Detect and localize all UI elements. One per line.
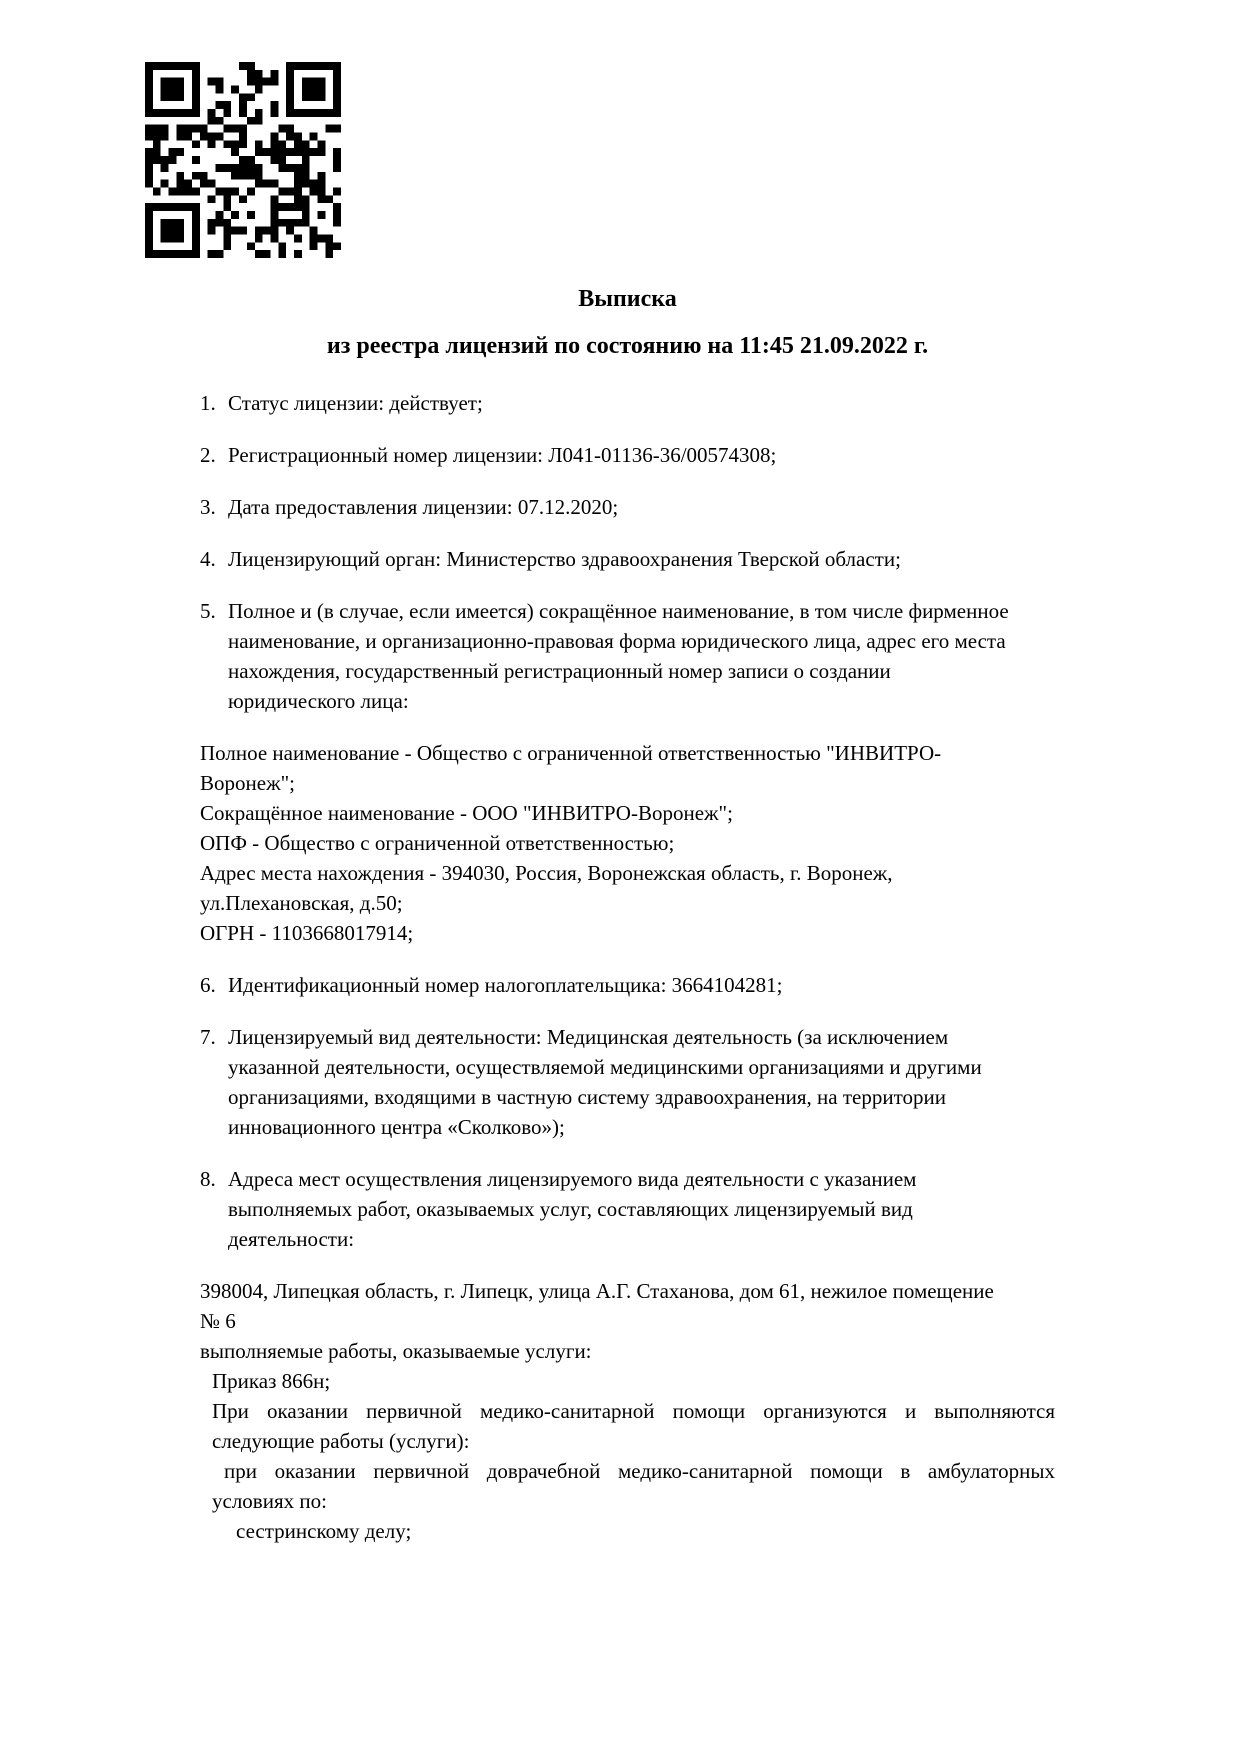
line: юридического лица:: [228, 689, 409, 713]
line: указанной деятельности, осуществляемой медицинскими организациями и другими: [228, 1055, 982, 1079]
item-number: 7.: [200, 1025, 216, 1049]
line: ОПФ - Общество с ограниченной ответственностью;: [200, 831, 675, 855]
line: выполняемых работ, оказываемых услуг, составляющих лицензируемый вид: [228, 1197, 913, 1221]
item-number: 2.: [200, 443, 216, 467]
line: нахождения, государственный регистрационный номер записи о создании: [228, 659, 891, 683]
item-number: 4.: [200, 547, 216, 571]
line: выполняемые работы, оказываемые услуги:: [200, 1339, 592, 1363]
line: сестринскому делу;: [236, 1519, 412, 1543]
qr-code-icon: [145, 62, 341, 258]
page-subtitle: из реестра лицензий по состоянию на 11:45 21.09.2022 г.: [326, 333, 929, 359]
item-inn: [200, 970, 1055, 1000]
line: Воронеж";: [200, 771, 295, 795]
item-licensed-activity: [200, 1022, 1055, 1142]
line: [200, 1164, 1055, 1194]
item-text: Адреса мест осуществления лицензируемого вида деятельности с указанием: [228, 1167, 917, 1191]
item-text: Дата предоставления лицензии: 07.12.2020;: [228, 495, 619, 519]
line: наименование, и организационно-правовая форма юридического лица, адрес его места: [228, 629, 1006, 653]
item-number: 5.: [200, 599, 216, 623]
item-text: Полное и (в случае, если имеется) сокращённое наименование, в том числе фирменное: [228, 599, 1009, 623]
item-text: Регистрационный номер лицензии: Л041-01136-36/00574308;: [228, 443, 777, 467]
item-number: 8.: [200, 1167, 216, 1191]
line: Адрес места нахождения - 394030, Россия, Воронежская область, г. Воронеж,: [200, 861, 893, 885]
page-title: Выписка: [578, 286, 677, 312]
item-license-status: [200, 388, 1055, 418]
item-text: Лицензирующий орган: Министерство здравоохранения Тверской области;: [228, 547, 901, 571]
company-details-block: [200, 738, 1055, 948]
line: [200, 544, 1055, 574]
line: следующие работы (услуги):: [212, 1429, 470, 1453]
line: [200, 388, 1055, 418]
line: условиях по:: [212, 1489, 327, 1513]
item-number: 6.: [200, 973, 216, 997]
item-text: Лицензируемый вид деятельности: Медицинская деятельность (за исключением: [228, 1025, 949, 1049]
line: инновационного центра «Сколково»);: [228, 1115, 565, 1139]
line: № 6: [200, 1309, 236, 1333]
line: Сокращённое наименование - ООО "ИНВИТРО-Воронеж";: [200, 801, 733, 825]
item-registration-number: [200, 440, 1055, 470]
line: деятельности:: [228, 1227, 355, 1251]
item-license-date: [200, 492, 1055, 522]
item-number: 1.: [200, 391, 216, 415]
line: [200, 970, 1055, 1000]
item-full-name-heading: [200, 596, 1055, 716]
line: Полное наименование - Общество с ограниченной ответственностью "ИНВИТРО-: [200, 741, 942, 765]
line: При оказании первичной медико-санитарной помощи организуются и выполняются: [212, 1399, 1055, 1423]
item-number: 3.: [200, 495, 216, 519]
address-works-block: [200, 1276, 1055, 1546]
line: Приказ 866н;: [212, 1369, 331, 1393]
item-activity-addresses: [200, 1164, 1055, 1254]
line: ул.Плехановская, д.50;: [200, 891, 403, 915]
item-text: Идентификационный номер налогоплательщика: 3664104281;: [228, 973, 783, 997]
item-text: Статус лицензии: действует;: [228, 391, 483, 415]
line: при оказании первичной доврачебной медико-санитарной помощи в амбулаторных: [224, 1459, 1055, 1483]
document-body: [200, 284, 1055, 1568]
line: [200, 1022, 1055, 1052]
line: ОГРН - 1103668017914;: [200, 921, 414, 945]
item-licensing-authority: [200, 544, 1055, 574]
line: [200, 440, 1055, 470]
line: [200, 596, 1055, 626]
line: [200, 492, 1055, 522]
line: организациями, входящими в частную систему здравоохранения, на территории: [228, 1085, 946, 1109]
line: 398004, Липецкая область, г. Липецк, улица А.Г. Стаханова, дом 61, нежилое помещение: [200, 1279, 994, 1303]
